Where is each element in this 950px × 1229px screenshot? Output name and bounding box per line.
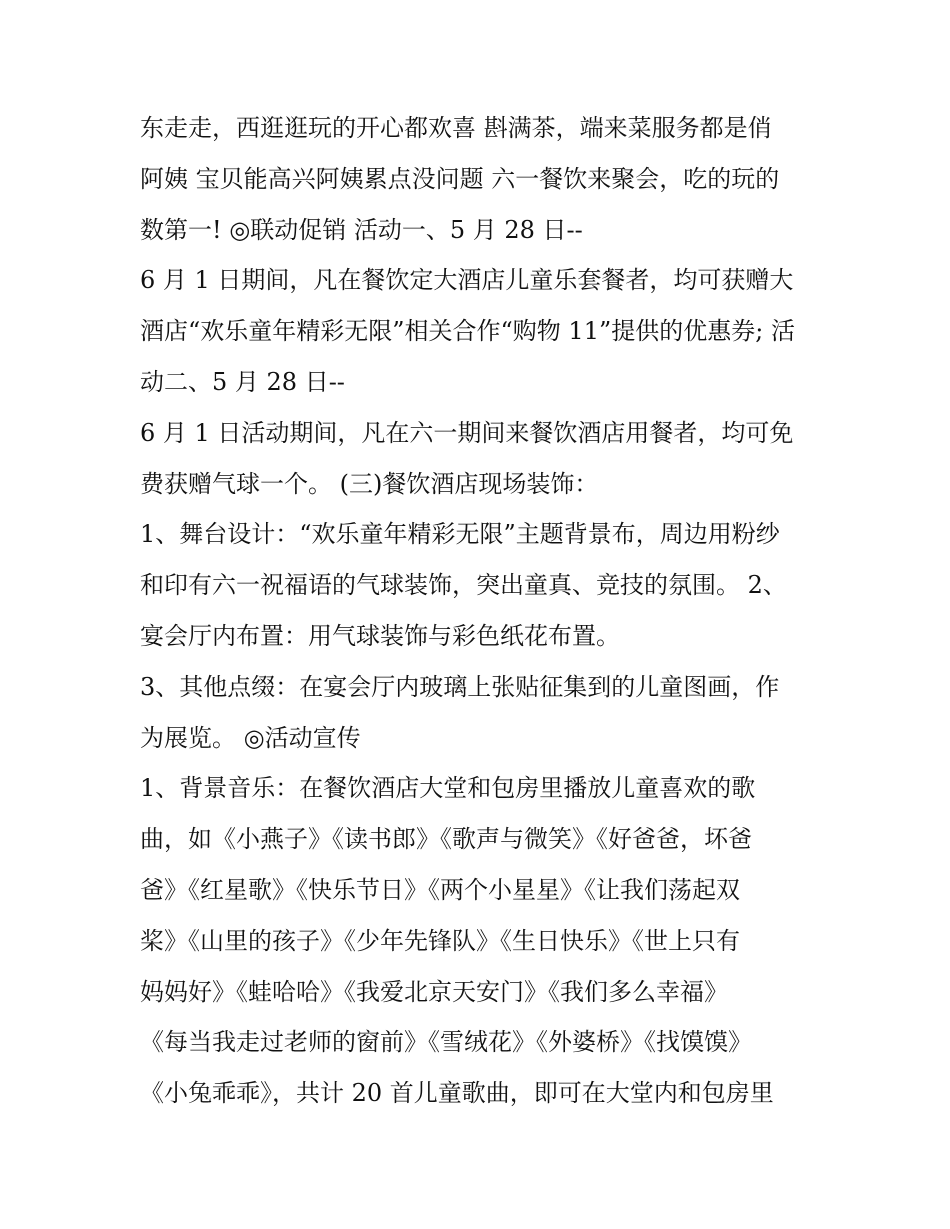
text-line: 酒店“欢乐童年精彩无限”相关合作“购物 11”提供的优惠券; 活 [140,317,795,346]
text-line: 和印有六一祝福语的气球装饰，突出童真、竞技的氛围。 2、 [140,571,787,600]
document-body [140,103,820,1119]
text-line: 1、舞台设计：“欢乐童年精彩无限”主题背景布，周边用粉纱 [140,520,780,549]
text-line: 数第一! ◎联动促销 活动一、5 月 28 日-- [140,215,583,244]
text-line: 动二、5 月 28 日-- [140,367,345,396]
text-line: 费获赠气球一个。 (三)餐饮酒店现场装饰： [140,469,599,498]
text-line: 为展览。 ◎活动宣传 [140,723,361,752]
text-line: 6 月 1 日期间，凡在餐饮定大酒店儿童乐套餐者，均可获赠大 [140,266,794,295]
text-line: 1、背景音乐：在餐饮酒店大堂和包房里播放儿童喜欢的歌 [140,774,756,803]
text-line: 宴会厅内布置：用气球装饰与彩色纸花布置。 [140,621,620,650]
text-line: 桨》《山里的孩子》《少年先锋队》《生日快乐》《世上只有 [140,926,740,955]
text-line: 妈妈好》《蛙哈哈》《我爱北京天安门》《我们多么幸福》 [140,977,728,1006]
text-line: 6 月 1 日活动期间，凡在六一期间来餐饮酒店用餐者，均可免 [140,418,794,447]
text-line: 3、其他点缀：在宴会厅内玻璃上张贴征集到的儿童图画，作 [140,672,780,701]
text-line: 爸》《红星歌》《快乐节日》《两个小星星》《让我们荡起双 [140,875,740,904]
text-line: 《小兔乖乖》，共计 20 首儿童歌曲，即可在大堂内和包房里 [140,1079,774,1108]
text-line: 《每当我走过老师的窗前》《雪绒花》《外婆桥》《找馍馍》 [140,1028,752,1057]
text-line: 曲，如《小燕子》《读书郎》《歌声与微笑》《好爸爸，坏爸 [140,825,752,854]
text-line: 阿姨 宝贝能高兴阿姨累点没问题 六一餐饮来聚会，吃的玩的 [140,164,780,193]
text-line: 东走走，西逛逛玩的开心都欢喜 斟满茶，端来菜服务都是俏 [140,114,772,142]
